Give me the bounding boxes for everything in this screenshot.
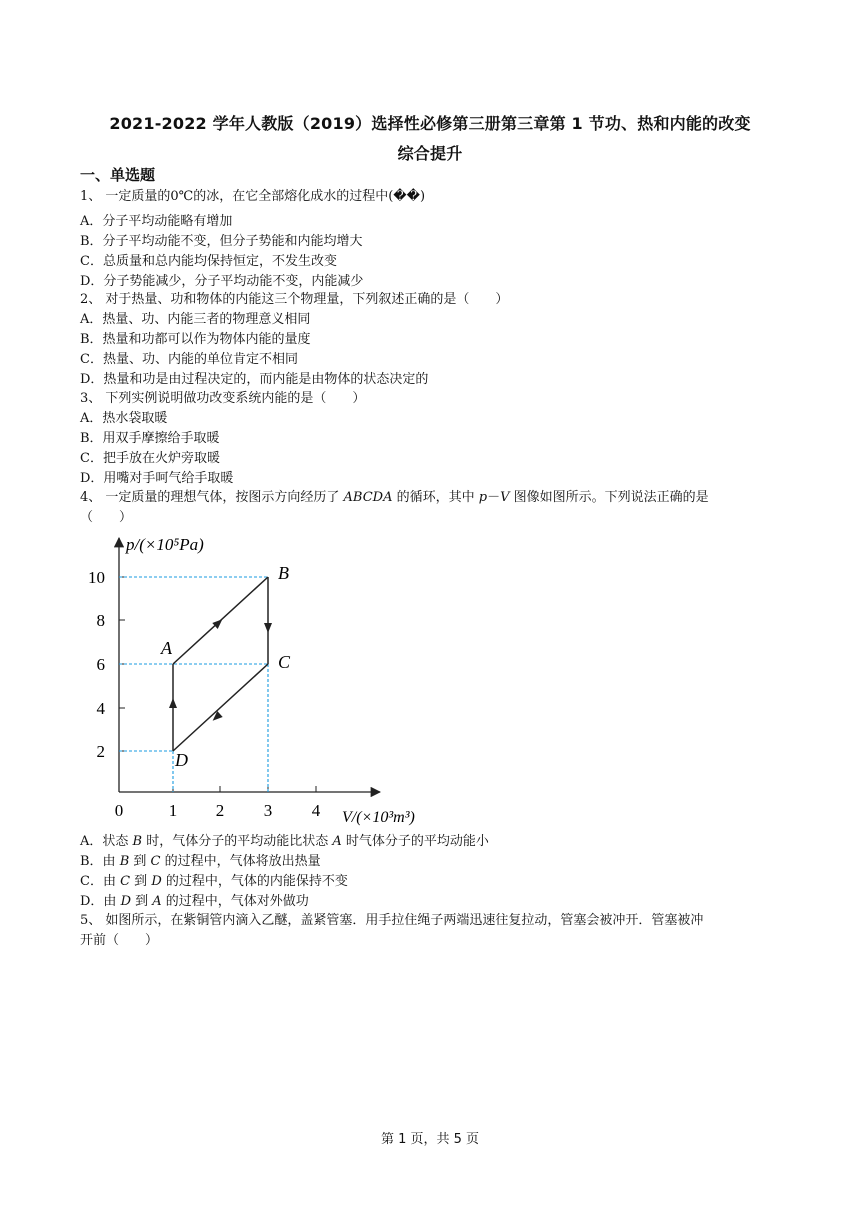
x-axis-label: V/(×10³m³) [342,809,415,826]
question-4-stem-line2: （ ） [80,510,133,525]
question-1-option-c: C．总质量和总内能均保持恒定，不发生改变 [80,254,337,269]
document-title: 2021-2022 学年人教版（2019）选择性必修第三册第三章第 1 节功、热和内能的改变 [109,114,751,133]
question-4-option-b: B．由 B 到 C 的过程中，气体将放出热量 [80,854,321,869]
question-5-stem: 5、 如图所示，在紫铜管内滴入乙醚，盖紧管塞．用手拉住绳子两端迅速往复拉动，管塞会被冲开．管塞被冲 [80,913,704,928]
point-label-d: D [175,750,188,770]
y-tick-label: 6 [96,655,105,674]
page-footer: 第 1 页，共 5 页 [380,1132,480,1147]
question-2-option-a: A．热量、功、内能三者的物理意义相同 [80,312,311,327]
y-tick-label: 4 [96,699,105,718]
y-tick-label: 8 [96,611,105,630]
question-1-stem: 1、 一定质量的0℃的冰，在它全部熔化成水的过程中(��) [80,189,426,204]
question-1-option-b: B．分子平均动能不变，但分子势能和内能均增大 [80,234,363,249]
arrow-cd [210,711,223,724]
x-tick-label: 4 [311,801,321,820]
point-label-b: B [278,563,289,583]
y-tick-label: 2 [96,742,105,761]
question-3-stem: 3、 下列实例说明做功改变系统内能的是（ ） [80,391,366,406]
x-tick-label: 1 [168,801,178,820]
question-3-option-a: A．热水袋取暖 [80,411,168,426]
section-heading: 一、单选题 [80,166,156,184]
x-tick-label: 0 [114,801,124,820]
question-3-option-c: C．把手放在火炉旁取暖 [80,451,220,466]
arrow-da [169,698,177,708]
question-2-option-b: B．热量和功都可以作为物体内能的量度 [80,332,311,347]
question-4-option-a: A．状态 B 时，气体分子的平均动能比状态 A 时气体分子的平均动能小 [80,834,489,849]
segment-cd [173,664,268,751]
question-2-option-d: D．热量和功是由过程决定的，而内能是由物体的状态决定的 [80,372,429,387]
question-2-option-c: C．热量、功、内能的单位肯定不相同 [80,352,298,367]
x-tick-label: 3 [263,801,273,820]
point-label-a: A [161,638,172,658]
question-1-option-a: A．分子平均动能略有增加 [80,214,233,229]
question-1-option-d: D．分子势能减少，分子平均动能不变，内能减少 [80,274,364,289]
document-subtitle: 综合提升 [397,144,463,163]
pv-diagram [80,530,440,830]
arrow-bc [264,623,272,633]
question-4-stem: 4、 一定质量的理想气体，按图示方向经历了 ABCDA 的循环，其中 p－V 图像如图所示。下列说法正确的是 [80,490,709,505]
question-4-option-c: C．由 C 到 D 的过程中，气体的内能保持不变 [80,874,348,889]
question-3-option-d: D．用嘴对手呵气给手取暖 [80,471,234,486]
question-4-option-d: D．由 D 到 A 的过程中，气体对外做功 [80,894,309,909]
question-2-stem: 2、 对于热量、功和物体的内能这三个物理量，下列叙述正确的是（ ） [80,292,509,307]
y-tick-label: 10 [88,568,105,587]
point-label-c: C [278,652,291,672]
x-tick-label: 2 [215,801,225,820]
question-5-stem-line2: 开前（ ） [80,933,159,948]
question-3-option-b: B．用双手摩擦给手取暖 [80,431,220,446]
y-axis-label: p/(×10⁵Pa) [126,535,204,554]
